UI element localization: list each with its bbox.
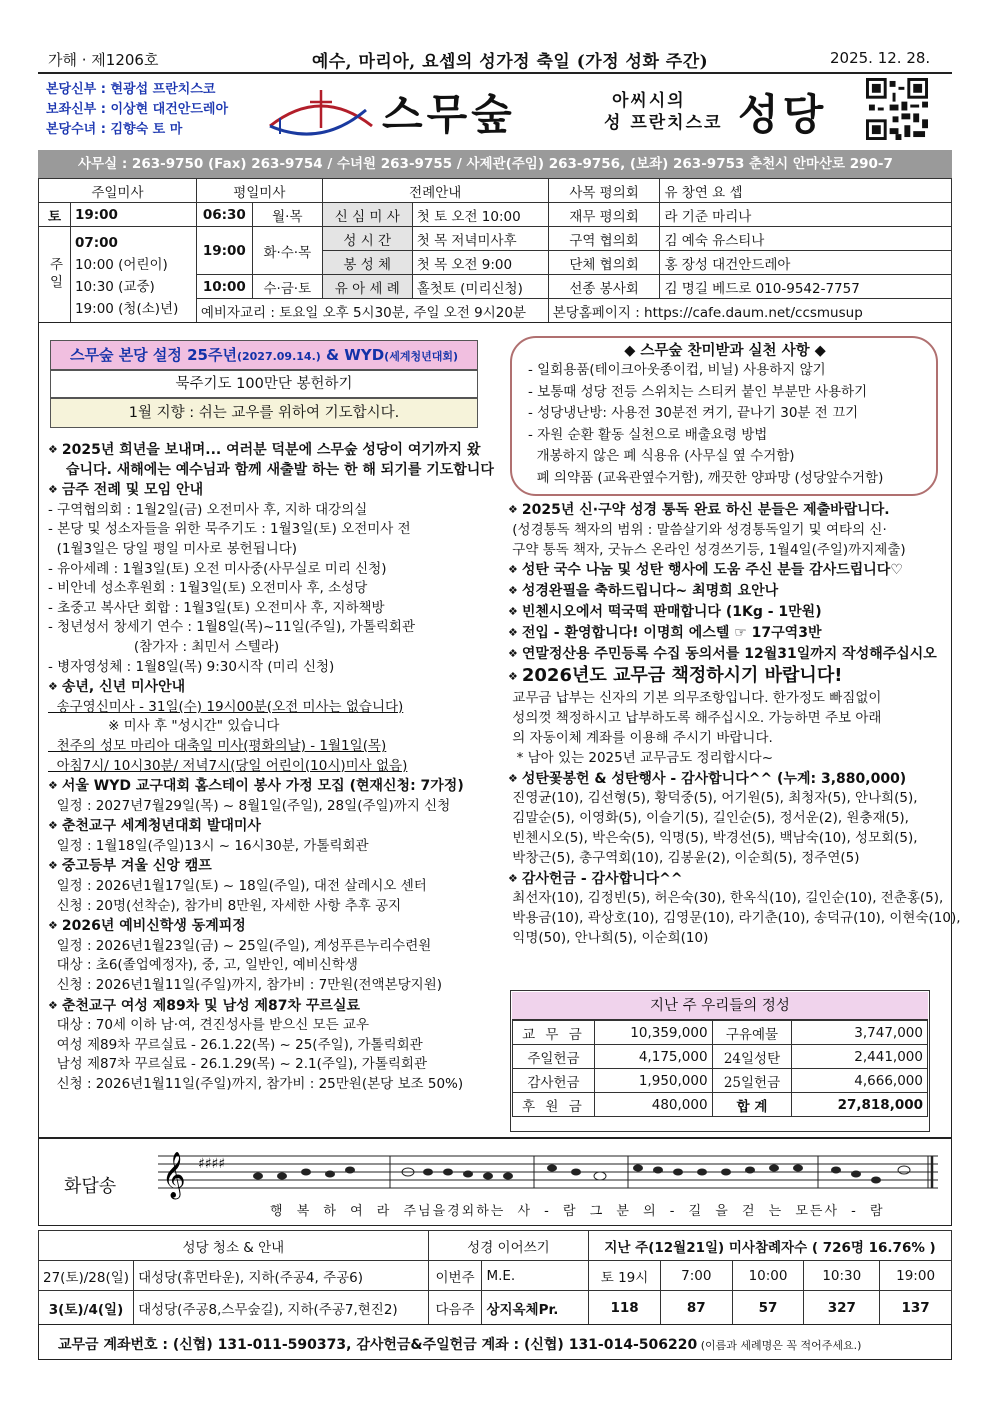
diamond-bullet-icon: ❖ (508, 563, 518, 577)
issue-date: 2025. 12. 28. (830, 49, 931, 67)
notice-heading (48, 996, 493, 1017)
right-notices (508, 500, 961, 949)
notice-heading (48, 677, 493, 698)
notice-line: (성경통독 책자의 범위 : 말씀살기와 성경통독일기 및 여타의 신· (508, 521, 887, 538)
contact-bar: 사무실 : 263-9750 (Fax) 263-9754 / 수녀원 263-9755 / 사제관(주임) 263-9756, (보좌) 263-9753 춘천시 안마산로 290-7 (38, 150, 952, 178)
diamond-bullet-icon: ❖ (508, 771, 518, 785)
anniversary-banner (50, 340, 478, 370)
attendance-time: 10:00 (732, 1261, 804, 1291)
offering-label: 구유예물 (712, 1021, 792, 1045)
anniversary-date: (2027.09.14.) (236, 350, 321, 363)
cleaning-week: 3(토)/4(일) (39, 1291, 134, 1325)
notice-heading (508, 602, 948, 623)
diamond-bullet-icon: ❖ (508, 604, 518, 618)
diamond-bullet-icon: ❖ (508, 871, 518, 885)
council-name: 사목 평의회 (548, 179, 660, 203)
offering-label: 교 무 금 (513, 1021, 595, 1045)
saturday-time: 19:00 (70, 203, 196, 227)
notice-line: 구약 통독 책자, 굿뉴스 온라인 성경쓰기등, 1월4일(주일)까지제출) (508, 541, 906, 558)
offering-value: 10,359,000 (594, 1021, 712, 1045)
notice-line: - 유아세례 : 1월3일(토) 오전 미사중(사무실로 미리 신청) (48, 560, 387, 577)
notice-line: - 청년성서 창세기 연수 : 1월8일(목)~11일(주일), 가톨릭회관 (48, 619, 416, 636)
liturgy-name: 신 심 미 사 (322, 203, 412, 227)
offering-title: 지난 주 우리들의 정성 (512, 992, 928, 1020)
notice-heading-text: 빈첸시오에서 떡국떡 판매합니다 (1Kg - 1만원) (521, 603, 822, 620)
diamond-bullet-icon: ❖ (508, 584, 518, 598)
header-weekday-mass: 평일미사 (196, 179, 322, 203)
anniversary-wyd-note: (세계청년대회) (384, 350, 458, 363)
notice-line: 신청 : 2026년1월11일(주일)까지, 참가비 : 7만원(전액본당지원) (48, 977, 443, 994)
liturgy-name: 유 아 세 례 (322, 275, 412, 299)
notice-line: - 병자영성체 : 1월8일(목) 9:30시작 (미리 신청) (48, 658, 335, 675)
offering-total-value: 27,818,000 (792, 1093, 928, 1117)
diamond-bullet-icon: ❖ (508, 670, 518, 684)
sunday-time: 10:30 (교중) (74, 278, 155, 295)
account-note: (이름과 세례명은 꼭 적어주세요.) (697, 1339, 862, 1352)
notice-line: (참가자 : 최민서 스텔라) (48, 638, 280, 655)
notice-line: 대상 : 초6(졸업예정자), 중, 고, 일반인, 예비신학생 (48, 957, 358, 974)
notice-line: 아침7시/ 10시30분/ 저녁7시(당일 어린이(10시)미사 없음) (48, 757, 408, 774)
sunday-time: 07:00 (74, 234, 118, 251)
notice-heading-text: 춘천교구 세계청년대회 발대미사 (61, 818, 261, 835)
notice-heading (508, 581, 948, 602)
notice-line: - 비안네 성소후원회 : 1월3일(토) 오전미사 후, 소성당 (48, 580, 368, 597)
rosary-campaign: 묵주기도 100만단 봉헌하기 (50, 370, 478, 398)
notice-heading-text: 금주 전례 및 모임 안내 (61, 482, 204, 499)
clergy-sister: 본당수녀 : 김향숙 토 마 (46, 122, 183, 137)
page-title: 예수, 마리아, 요셉의 성가정 축일 (가정 성화 주간) (311, 52, 709, 72)
notice-heading-text: 춘천교구 여성 제89차 및 남성 제87차 꾸르실료 (61, 997, 360, 1014)
sunday-times (70, 227, 196, 323)
notice-heading-text: 성탄 국수 나눔 및 성탄 행사에 도움 주신 분들 감사드립니다♡ (521, 562, 903, 579)
catechism-info: 예비자교리 : 토요일 오후 5시30분, 주일 오전 9시20분 (196, 299, 548, 323)
bible-book: M.E. (482, 1261, 589, 1291)
council-name: 구역 협의회 (548, 227, 660, 251)
weekday-days: 수·금·토 (252, 275, 322, 299)
diamond-bullet-icon: ❖ (48, 819, 58, 833)
notice-line: - 본당 및 성소자들을 위한 묵주기도 : 1월3일(토) 오전미사 전 (48, 521, 411, 538)
notice-line: 익명(50), 안나희(5), 이순희(10) (508, 929, 709, 946)
clergy-pastor: 본당신부 : 현광섭 프란치스코 (46, 82, 216, 97)
diamond-bullet-icon: ❖ (508, 646, 518, 660)
notice-line: 일정 : 2026년1월23일(금) ~ 25일(주일), 계성푸른누리수련원 (48, 937, 432, 954)
notice-heading-cont: 습니다. 새해에는 예수님과 함께 새출발 하는 한 해 되기를 기도합니다 (66, 461, 494, 478)
praise-item: - 보통때 성당 전등 스위치는 스티커 붙인 부분만 사용하기 (528, 383, 868, 400)
bible-header: 성경 이어쓰기 (428, 1231, 588, 1261)
notice-heading (48, 916, 493, 937)
diamond-bullet-icon: ❖ (48, 443, 58, 456)
logo-name: 스무숲 (382, 90, 516, 139)
notice-heading-text: 전입 - 환영합니다! 이명희 에스텔 ☞ 17구역3반 (521, 624, 822, 641)
logo-tail: 성당 (738, 90, 828, 139)
cleaning-area: 대성당(휴먼타운), 지하(주공4, 주공6) (134, 1261, 429, 1291)
council-person: 김 명길 베드로 010-9542-7757 (660, 275, 952, 299)
notice-line: 송구영신미사 - 31일(수) 19시00분(오전 미사는 없습니다) (48, 698, 404, 715)
cleaning-week: 27(토)/28(일) (39, 1261, 134, 1291)
header-divider (38, 72, 952, 74)
saturday-label: 토 (39, 203, 71, 227)
council-name: 재무 평의회 (548, 203, 660, 227)
sunday-label: 주일 (39, 227, 71, 323)
notice-heading-text: 서울 WYD 교구대회 홈스테이 봉사 가정 모집 (현재신청: 7가정) (61, 778, 464, 795)
offering-table (512, 1020, 928, 1117)
offering-value: 480,000 (594, 1093, 712, 1117)
logo-sub-1: 아씨시의 (612, 91, 686, 111)
offering-total-label: 합 계 (712, 1093, 792, 1117)
diamond-bullet-icon: ❖ (48, 998, 58, 1012)
cleaning-area: 대성당(주공8,스무숲길), 지하(주공7,현진2) (134, 1291, 429, 1325)
monthly-intention: 1월 지향 : 쉬는 교우를 위하여 기도합시다. (50, 398, 478, 428)
notice-heading-text: 감사헌금 - 감사합니다^^ (521, 870, 683, 887)
notice-heading-text: 연말정산용 주민등록 수집 동의서를 12월31일까지 작성해주십시오 (521, 645, 937, 662)
account-numbers: 교무금 계좌번호 : (신협) 131-011-590373, 감사헌금&주일헌금 계좌 : (신협) 131-014-506220 (58, 1337, 698, 1353)
notice-heading (48, 776, 493, 797)
notice-line: 일정 : 1월18일(주일)13시 ~ 16시30분, 가톨릭회관 (48, 837, 369, 854)
notice-heading (48, 856, 493, 877)
notice-heading (508, 869, 948, 890)
notice-line: 의 자동이체 계좌를 이용해 주시기 바랍니다. (508, 729, 773, 746)
offering-label: 후 원 금 (513, 1093, 595, 1117)
notice-heading-text: 송년, 신년 미사안내 (61, 679, 186, 696)
sunday-time: 10:00 (어린이) (74, 256, 168, 273)
notice-heading-text: 2026년도 교무금 책정하시기 바랍니다! (521, 665, 843, 687)
attendance-count: 137 (880, 1291, 952, 1325)
attendance-time: 10:30 (804, 1261, 880, 1291)
psalm-label: 화답송 (64, 1176, 117, 1197)
notice-heading-text: 2025년 신·구약 성경 통독 완료 하신 분들은 제출바랍니다. (521, 502, 890, 518)
liturgy-when: 첫 목 저녁미사후 (412, 227, 548, 251)
bottom-table (38, 1230, 952, 1325)
notice-line: 천주의 성모 마리아 대축일 미사(평화의날) - 1월1일(목) (48, 737, 387, 754)
offering-value: 1,950,000 (594, 1069, 712, 1093)
offering-value: 2,441,000 (792, 1045, 928, 1069)
diamond-bullet-icon: ❖ (508, 503, 518, 516)
attendance-time: 19:00 (880, 1261, 952, 1291)
account-info (58, 1334, 861, 1354)
notice-line: 김말순(5), 이영화(5), 이슬기(5), 길인순(5), 정서운(2), 원충재(5), (508, 810, 909, 827)
music-staff-icon (158, 1144, 944, 1202)
notice-line: 교무금 납부는 신자의 기본 의무조항입니다. 한가정도 빠짐없이 (508, 690, 882, 707)
notice-heading (508, 664, 948, 689)
bible-week-label: 이번주 (428, 1261, 482, 1291)
notice-line: 신청 : 2026년1월11일(주일)까지, 참가비 : 25만원(본당 보조 50%) (48, 1076, 464, 1092)
notice-line: - 초중고 복사단 회합 : 1월3일(토) 오전미사 후, 지하책방 (48, 599, 385, 616)
attendance-count: 118 (589, 1291, 661, 1325)
clergy-assistant: 보좌신부 : 이상현 대건안드레아 (46, 102, 229, 117)
schedule-table (38, 178, 952, 323)
attendance-time: 토 19시 (589, 1261, 661, 1291)
praise-item: 개봉하지 않은 폐 식용유 (사무실 옆 수거함) (528, 448, 795, 464)
attendance-header: 지난 주(12월21일) 미사참례자수 ( 726명 16.76% ) (589, 1231, 952, 1261)
notice-line: - 구역협의회 : 1월2일(금) 오전미사 후, 지하 대강의실 (48, 501, 368, 518)
notice-line: * 남아 있는 2025년 교무금도 정리합시다~ (508, 749, 774, 766)
header-sunday-mass: 주일미사 (39, 179, 197, 203)
offering-label: 감사헌금 (513, 1069, 595, 1093)
diamond-bullet-icon: ❖ (508, 625, 518, 639)
notice-heading (48, 816, 493, 837)
notice-heading (508, 500, 948, 521)
diamond-bullet-icon: ❖ (48, 680, 58, 694)
offering-label: 주일헌금 (513, 1045, 595, 1069)
notice-heading (48, 480, 493, 501)
weekday-days: 월·목 (252, 203, 322, 227)
praise-title: ◆ 스무숲 찬미받과 실천 사항 ◆ (624, 343, 826, 359)
svg-text:𝄞: 𝄞 (162, 1152, 186, 1198)
attendance-count: 327 (804, 1291, 880, 1325)
council-person: 김 예숙 유스티나 (660, 227, 952, 251)
issue-number: 가해 · 제1206호 (48, 51, 159, 69)
logo-sub-2: 성 프란치스코 (604, 113, 723, 133)
notice-line: 일정 : 2026년1월17일(토) ~ 18일(주일), 대전 살레시오 센터 (48, 878, 427, 895)
notice-line: 대상 : 70세 이하 남·여, 견진성사를 받으신 모든 교우 (48, 1017, 370, 1034)
weekday-time: 06:30 (196, 203, 252, 227)
council-person: 홍 장성 대건안드레아 (660, 251, 952, 275)
notice-heading-text: 2026년 예비신학생 동계피정 (61, 918, 246, 935)
attendance-count: 57 (732, 1291, 804, 1325)
notice-heading (508, 560, 948, 581)
notice-line: 최선자(10), 김정빈(5), 허은숙(30), 한옥식(10), 길인순(10), 전춘홍(5), (508, 890, 944, 907)
offering-label: 24일성탄 (712, 1045, 792, 1069)
praise-item: 폐 의약품 (교육관옆수거함), 깨끗한 양파망 (성당앞수거함) (528, 469, 884, 486)
notice-heading (48, 440, 493, 461)
council-name: 선종 봉사회 (548, 275, 660, 299)
liturgy-when: 첫 토 오전 10:00 (412, 203, 548, 227)
notice-heading-text: 성경완필을 축하드립니다~ 최명희 요안나 (521, 583, 779, 600)
weekday-days: 화·수·목 (252, 227, 322, 275)
notice-line: ※ 미사 후 "성시간" 있습니다 (48, 718, 280, 735)
liturgy-when: 홀첫토 (미리신청) (412, 275, 548, 299)
church-emblem-icon (266, 82, 376, 142)
notice-heading-text: 중고등부 겨울 신앙 캠프 (61, 858, 212, 875)
notice-heading-text: 성탄꽃봉헌 & 성탄행사 - 감사합니다^^ (누계: 3,880,000) (521, 770, 907, 787)
council-person: 라 기준 마리나 (660, 203, 952, 227)
offering-label: 25일헌금 (712, 1069, 792, 1093)
bible-book: 상지옥체Pr. (482, 1291, 589, 1325)
notice-line: 진영균(10), 김선형(5), 황덕중(5), 어기원(5), 최청자(5), 안나희(5), (508, 790, 918, 807)
diamond-bullet-icon: ❖ (48, 919, 58, 933)
anniversary-wyd: & WYD (320, 346, 385, 364)
attendance-time: 7:00 (660, 1261, 732, 1291)
notice-line: 여성 제89차 꾸르실료 - 26.1.22(목) ~ 25(주일), 가톨릭회관 (48, 1036, 423, 1053)
notice-line: 신청 : 20명(선착순), 참가비 8만원, 자세한 사항 추후 공지 (48, 897, 402, 914)
qr-code-icon[interactable] (866, 78, 928, 140)
diamond-bullet-icon: ❖ (48, 779, 58, 793)
liturgy-when: 첫 목 오전 9:00 (412, 251, 548, 275)
clergy-list (46, 80, 228, 140)
liturgy-name: 봉 성 체 (322, 251, 412, 275)
diamond-bullet-icon: ❖ (48, 483, 58, 497)
praise-item: - 성당냉난방: 사용전 30분전 켜기, 끝나기 30분 전 끄기 (528, 405, 859, 421)
offering-value: 3,747,000 (792, 1021, 928, 1045)
homepage-link[interactable]: 본당홈페이지 : https://cafe.daum.net/ccsmusup (548, 299, 951, 323)
notice-line: 빈첸시오(5), 박은숙(5), 익명(5), 박경선(5), 백남숙(10), 성모회(5), (508, 829, 918, 846)
cleaning-header: 성당 청소 & 안내 (39, 1231, 429, 1261)
weekday-time: 19:00 (196, 227, 252, 275)
bible-week-label: 다음주 (428, 1291, 482, 1325)
weekday-time: 10:00 (196, 275, 252, 299)
praise-item: - 일회용품(테이크아웃종이컵, 비닐) 사용하지 않기 (528, 362, 826, 378)
liturgy-name: 성 시 간 (322, 227, 412, 251)
psalm-lyrics: 행 복 하 여 라 주님을경외하는 사 - 람 그 분 의 - 길 을 걷 는 모든사 - 람 (270, 1204, 885, 1219)
diamond-bullet-icon: ❖ (48, 859, 58, 873)
praise-items (528, 360, 928, 489)
offering-value: 4,666,000 (792, 1069, 928, 1093)
notice-line: 남성 제87차 꾸르실료 - 26.1.29(목) ~ 2.1(주일), 가톨릭회관 (48, 1056, 427, 1073)
sunday-time: 19:00 (청(소)년) (74, 300, 179, 317)
notice-heading (508, 623, 948, 644)
svg-text:♯♯♯♯: ♯♯♯♯ (198, 1156, 226, 1172)
attendance-count: 87 (660, 1291, 732, 1325)
council-name: 단체 협의회 (548, 251, 660, 275)
notice-line: (1월3일은 당일 평일 미사로 봉헌됩니다) (48, 540, 298, 557)
notice-heading-text: 2025년 희년을 보내며... 여러분 덕분에 스무숲 성당이 여기까지 왔 (61, 442, 481, 458)
offering-value: 4,175,000 (594, 1045, 712, 1069)
notice-line: 성의껏 책정하시고 납부하도록 해주십시오. 가능하면 주보 아래 (508, 710, 882, 727)
notice-heading (508, 644, 948, 665)
praise-item: - 자원 순환 활동 실천으로 배출요령 방법 (528, 426, 768, 443)
notice-line: 박용금(10), 곽상호(10), 김영문(10), 라기춘(10), 송덕규(10), 이현숙(10), (508, 910, 961, 927)
council-person: 유 창연 요 셉 (660, 179, 952, 203)
header-liturgy: 전례안내 (322, 179, 548, 203)
notice-line: 일정 : 2027년7월29일(목) ~ 8월1일(주일), 28일(주일)까지 신청 (48, 797, 451, 814)
anniversary-title: 스무숲 본당 설정 25주년 (70, 346, 237, 364)
notice-heading (508, 769, 948, 790)
left-notices (48, 440, 493, 1095)
notice-line: 박창근(5), 총구역회(10), 김봉윤(2), 이순희(5), 정주연(5) (508, 849, 860, 866)
